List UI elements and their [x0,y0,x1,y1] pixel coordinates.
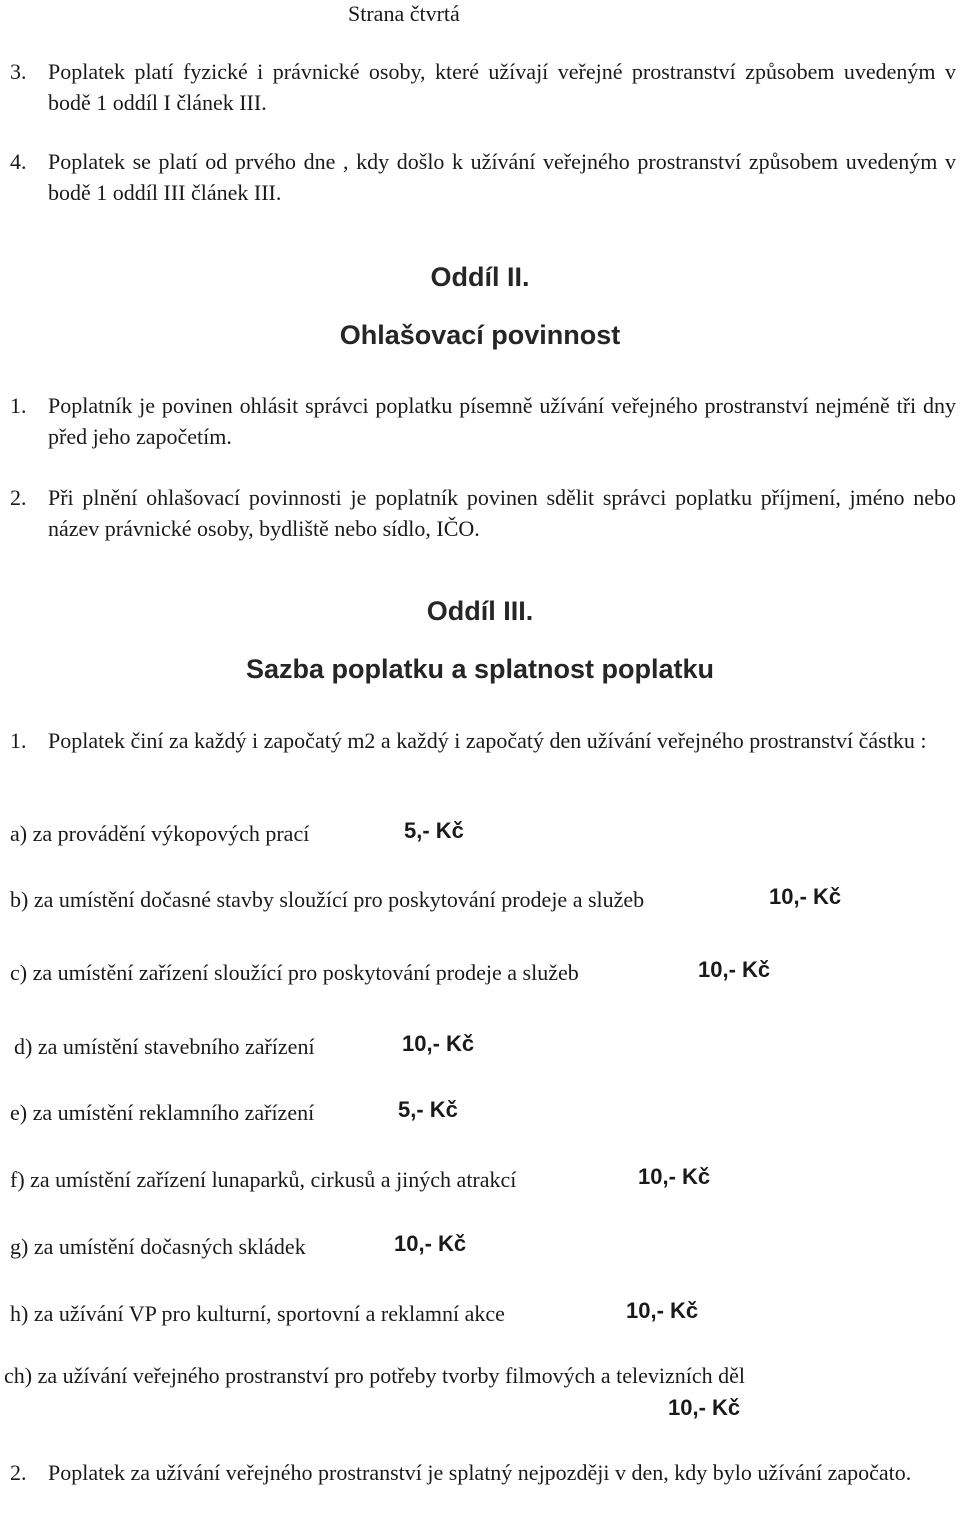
clause-text: Poplatek platí fyzické i právnické osoby, které užívají veřejné prostranství způsobem uvedeným v bodě 1 oddíl I článek III. [48,59,956,115]
clause-text: Při plnění ohlašovací povinnosti je poplatník povinen sdělit správci poplatku příjmení, jméno nebo název právnické osoby, bydliště nebo sídlo, IČO. [48,485,956,541]
clause-text: Poplatek za užívání veřejného prostranství je splatný nejpozději v den, kdy bylo užívání započato. [48,1460,912,1485]
clause-3 [10,56,956,118]
clause-text: Poplatník je povinen ohlásit správci poplatku písemně užívání veřejného prostranství nejméně tři dny před jeho započetím. [48,393,956,449]
rate-amount: 10,- Kč [638,1164,711,1189]
clause-number: 2. [10,485,27,510]
clause-ii-2 [10,482,956,544]
clause-4 [10,146,956,208]
clause-text: Poplatek se platí od prvého dne , kdy došlo k užívání veřejného prostranství způsobem uvedeným v bodě 1 oddíl III článek III. [48,149,956,205]
rate-amount: 5,- Kč [398,1097,458,1122]
rate-label: c) za umístění zařízení sloužící pro poskytování prodeje a služeb [10,960,579,985]
rate-label: e) za umístění reklamního zařízení [10,1100,315,1125]
section-iii-title: Sazba poplatku a splatnost poplatku [245,654,715,684]
rate-label: a) za provádění výkopových prací [10,821,310,846]
rate-label: d) za umístění stavebního zařízení [14,1034,315,1059]
rate-label: ch) za užívání veřejného prostranství pro potřeby tvorby filmových a televizních děl [4,1363,746,1388]
rate-amount: 10,- Kč [698,957,771,982]
clause-text: Poplatek činí za každý i započatý m2 a každý i započatý den užívání veřejného prostranství částku : [48,728,927,753]
clause-number: 3. [10,59,27,84]
clause-ii-1 [10,390,956,452]
section-iii-heading: Oddíl III. [426,596,534,626]
clause-number: 4. [10,149,27,174]
rate-amount: 10,- Kč [668,1395,741,1420]
clause-iii-2 [10,1457,956,1488]
clause-iii-1 [10,725,956,756]
rate-label: h) za užívání VP pro kulturní, sportovní a reklamní akce [10,1301,505,1326]
rate-label: g) za umístění dočasných skládek [10,1234,306,1259]
clause-number: 2. [10,1460,27,1485]
page-label: Strana čtvrtá [348,1,460,26]
clause-number: 1. [10,728,27,753]
rate-amount: 5,- Kč [404,818,464,843]
rate-amount: 10,- Kč [626,1298,699,1323]
clause-number: 1. [10,393,27,418]
rate-label: f) za umístění zařízení lunaparků, cirkusů a jiných atrakcí [10,1167,517,1192]
section-ii-title: Ohlašovací povinnost [339,320,621,350]
rate-label: b) za umístění dočasné stavby sloužící pro poskytování prodeje a služeb [10,887,645,912]
section-ii-heading: Oddíl II. [430,262,530,292]
rate-amount: 10,- Kč [402,1031,475,1056]
rate-amount: 10,- Kč [769,884,842,909]
rate-amount: 10,- Kč [394,1231,467,1256]
